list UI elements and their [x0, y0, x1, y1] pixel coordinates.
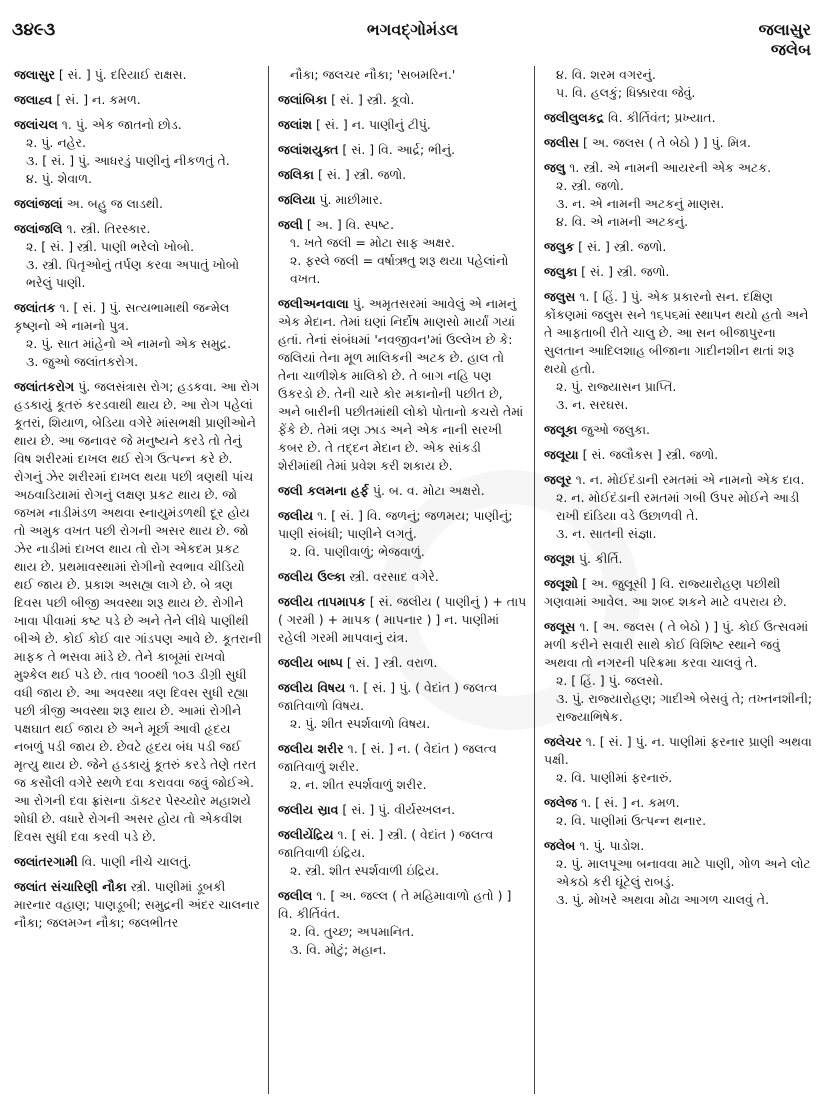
- headword: જલાંતક: [14, 300, 56, 315]
- entry-line: [278, 482, 528, 500]
- dictionary-entry: [544, 66, 814, 102]
- definition-text: [ સં. ] ન. પાણીનું ટીપું.: [315, 117, 431, 132]
- definition-text: ૨. વિ. પાણીમાં ઉત્પન્ન થનાર.: [556, 813, 707, 828]
- entry-line: [14, 378, 262, 846]
- definition-text: ૧. [ સં. ] પું. ( વેદાંત ) જલત્વ જાતિવાળો વિષય.: [278, 680, 498, 713]
- dictionary-entry: [544, 134, 814, 152]
- dictionary-entry: [278, 216, 528, 288]
- dictionary-entry: [278, 141, 528, 159]
- dictionary-entry: [544, 575, 814, 611]
- entry-line: [14, 256, 262, 292]
- definition-text: ૧. [ અ. જલસ ( તે બેઠો ) ] પું. કોઈ ઉત્સવમાં મળી કરીને સવારી સાથે કોઈ વિશિષ્ટ સ્થાને જવું અથવા તો નગરની પરિક્રમા કરવા ચાલવું તે.: [544, 619, 809, 670]
- dictionary-entry: [278, 295, 528, 475]
- entry-line: [278, 715, 528, 733]
- entry-line: [278, 679, 528, 715]
- dictionary-entry: [14, 195, 262, 213]
- definition-text: [ સં. ] સ્ત્રી. જળો.: [317, 167, 407, 182]
- definition-text: ૧. [ અ. જલ્લ ( તે મહિમાવાળો હતો ) ] વિ. કીર્તિવંત.: [278, 888, 512, 921]
- entry-line: [278, 654, 528, 672]
- dictionary-entry: [278, 166, 528, 184]
- entry-line: [14, 195, 262, 213]
- headword: જલાંશયુક્ત: [278, 142, 339, 157]
- page-header: [0, 0, 825, 62]
- entry-line: [278, 252, 528, 288]
- entry-line: [278, 116, 528, 134]
- definition-text: [ સં. ] સ્ત્રી. જળો.: [578, 239, 667, 254]
- definition-text: પું. અમૃતસરમાં આવેલું એ નામનું એક મેદાન. તેમાં ઘણાં નિર્દોષ માણસો માર્યાં ગયાં હતાં. તેનાં સંબંધમાં 'નવજીવન'માં ઉલ્લેખ છે કે: જલિયાં તેના મૂળ માલિકની અટક છે. હાલ તો તેના ચાળીશેક માલિકો છે. તે બાગ નહિ પણ ઉકરડો છે. તેની ચારે કોર મકાનોની પછીત છે, અને બારીની પછીતમાંથી લોકો પોતાનો કચરો તેમાં ફેંકે છે. તેમાં ત્રણ ઝાડ અને એક નાની સરખી કબર છે. તે તદ્દન મેદાન છે. એક સાંકડી શેરીમાંથી તેમાં પ્રવેશ કરી શકાય છે.: [278, 296, 524, 473]
- definition-text: [ અ. જલસ ( તે બેઠો ) ] પું. મિત્ર.: [582, 135, 751, 150]
- column-divider: [534, 66, 535, 1094]
- headword: જલુસ: [544, 289, 576, 304]
- definition-text: ૩. ન. એ નામની અટકનું માણસ.: [556, 196, 725, 211]
- dictionary-entry: [544, 618, 814, 726]
- headword: જલીલુલકદ્ર: [544, 110, 604, 125]
- headword: જલીય સ્રાવ: [278, 802, 339, 817]
- dictionary-entry: [278, 826, 528, 880]
- column-1: [14, 66, 262, 1106]
- dictionary-entry: [14, 378, 262, 846]
- page-title: ભગવદ્ગોમંડલ: [366, 20, 459, 39]
- headword: જલાંતકરોગ: [14, 379, 75, 394]
- entry-line: [544, 195, 814, 213]
- definition-text: પું. કીર્તિ.: [578, 551, 623, 566]
- headword: જલાંબિકા: [278, 92, 328, 107]
- headword: જલૂશો: [544, 576, 579, 591]
- entry-line: [278, 216, 528, 234]
- headword: જલીય: [278, 508, 314, 523]
- dictionary-entry: [14, 299, 262, 371]
- definition-text: ૩. સ્ત્રી. પિતૃઓનું તર્પણ કરવા અપાતું ખોબો ભરેલું પાણી.: [26, 257, 240, 290]
- headword: જલૂસ: [544, 619, 576, 634]
- dictionary-entry: [544, 263, 814, 281]
- headword: જલેબ: [544, 838, 576, 853]
- headword: જલાંચલ: [14, 117, 58, 132]
- definition-text: ૧. પું. પાડોશ.: [579, 838, 645, 853]
- dictionary-entry: [544, 550, 814, 568]
- definition-text: ૧. [ સં. ] ન. કમળ.: [581, 795, 680, 810]
- definition-text: ૧. [ સં. ] ન. ( વેદાંત ) જલત્વ જાતિવાળું શરીર.: [278, 741, 497, 774]
- definition-text: પું. માછીમાર.: [319, 192, 383, 207]
- definition-text: ૧. ખતે જલી = મોટા સાફ અક્ષર.: [290, 235, 455, 250]
- entry-line: [14, 335, 262, 353]
- definition-text: ૨. ન. મોઈદંડાની રમતમાં ગબી ઉપર મોઈને આડી રાખી દાંડિયા વડે ઉછાળવી તે.: [556, 490, 800, 523]
- definition-text: ૩. ન. સરઘસ.: [556, 397, 629, 412]
- entry-line: [544, 446, 814, 464]
- definition-text: ૨. પું. સાત માંહેનો એ નામનો એક સમુદ્ર.: [26, 336, 232, 351]
- definition-text: ૪. વિ. શરમ વગરનું.: [556, 67, 656, 82]
- dictionary-entry: [278, 679, 528, 733]
- entry-line: [544, 396, 814, 414]
- entry-line: [544, 672, 814, 690]
- headword: જલાહ્વ: [14, 92, 53, 107]
- definition-text: [ સં. ] વિ. આર્દ્ર; ભીનું.: [342, 142, 456, 157]
- entry-line: [14, 66, 262, 84]
- definition-text: ૨. પું. રાજ્યાસન પ્રાપ્તિ.: [556, 379, 677, 394]
- headword: જલીયેંદ્રિય: [278, 827, 334, 842]
- dictionary-entry: [14, 878, 262, 932]
- entry-line: [544, 288, 814, 378]
- dictionary-entry: [544, 421, 814, 439]
- entry-line: [278, 141, 528, 159]
- entry-line: [544, 238, 814, 256]
- entry-line: [544, 812, 814, 830]
- definition-text: વિ. પાણી નીચે ચાલતું.: [81, 854, 192, 869]
- headword: જલૂર: [544, 472, 572, 487]
- entry-line: [544, 177, 814, 195]
- entry-line: [14, 152, 262, 170]
- entry-line: [544, 471, 814, 489]
- headword: જલુ: [544, 160, 566, 175]
- entry-line: [544, 769, 814, 787]
- dictionary-entry: [14, 853, 262, 871]
- entry-line: [14, 134, 262, 152]
- definition-text: ૩. પું. મોખરે અથવા મોઢા આગળ ચાલવું તે.: [556, 892, 770, 907]
- headword: જલૂયા: [544, 447, 579, 462]
- dictionary-entry: [544, 446, 814, 464]
- entry-line: [14, 853, 262, 871]
- entry-line: [544, 213, 814, 231]
- entry-line: [14, 220, 262, 238]
- headword: જલીઅનવાલા: [278, 296, 349, 311]
- definition-text: ૩. ન. સાતની સંજ્ઞા.: [556, 526, 657, 541]
- dictionary-entry: [544, 159, 814, 231]
- headword: જલીય બાષ્પ: [278, 655, 343, 670]
- column-3: [544, 66, 814, 1106]
- dictionary-entry: [278, 654, 528, 672]
- definition-text: ૧. [ સં. ] વિ. જળનું; જળમય; પાણીનું; પાણી સંબંધી; પાણીને લગતું.: [278, 508, 513, 541]
- definition-text: સ્ત્રી. પાણીમાં ડૂબકી મારનાર વહાણ; પાણડૂબી; સમુદ્રની અંદર ચાલનાર નૌકા; જલમગ્ન નૌકા; જલભીતર: [14, 879, 260, 930]
- entry-line: [14, 170, 262, 188]
- definition-text: [ સં. ] પું. દરિયાઈ રાક્ષસ.: [58, 67, 187, 82]
- entry-line: [544, 489, 814, 525]
- headword: જલીય વિષય: [278, 680, 346, 695]
- definition-text: પું. બ. વ. મોટા અક્ષરો.: [372, 483, 485, 498]
- entry-line: [544, 84, 814, 102]
- headword: જલાંજલાં: [14, 196, 63, 211]
- dictionary-entry: [278, 191, 528, 209]
- entry-line: [544, 618, 814, 672]
- definition-text: [ સં. જલીય ( પાણીનું ) + તાપ ( ગરમી ) + માપક ( માપનાર ) ] ન. પાણીમાં રહેલી ગરમી માપવાનું યંત્ર.: [278, 594, 527, 645]
- definition-text: [ સં. ] સ્ત્રી. કૂવો.: [331, 92, 415, 107]
- dictionary-entry: [278, 801, 528, 819]
- entry-line: [278, 801, 528, 819]
- definition-text: ૧. સ્ત્રી. એ નામની આયરની એક અટક.: [569, 160, 772, 175]
- entry-line: [544, 690, 814, 726]
- definition-text: ૨. સ્ત્રી. શીત સ્પર્શવાળી ઇંદ્રિય.: [290, 863, 440, 878]
- definition-text: ૧. [ હિં. ] પું. એક પ્રકારનો સન. દક્ષિણ કોંકણમાં જલુસ સને ૧૬૫૬માં સ્થાપન થયો હતો અને તે આફતાબી રીતે ચાલુ છે. આ સન બીજાપુરના સુલતાન આદિલશાહ બીજાના ગાદીનશીન થતાં શરૂ થયો હતો.: [544, 289, 809, 376]
- dictionary-entry: [14, 220, 262, 292]
- definition-text: ૨. ન. શીત સ્પર્શવાળું શરીર.: [290, 777, 427, 792]
- definition-text: સ્ત્રી. વરસાદ વગેરે.: [349, 569, 439, 584]
- headword: જલૂશ: [544, 551, 575, 566]
- definition-text: [ સં. જલૌકસ ] સ્ત્રી. જળો.: [582, 447, 719, 462]
- entry-line: [544, 109, 814, 127]
- entry-line: [278, 740, 528, 776]
- headword: જલીય તાપમાપક: [278, 594, 366, 609]
- entry-line: [544, 550, 814, 568]
- definition-text: ૩. વિ. મોટું; મહાન.: [290, 942, 387, 957]
- definition-text: ૫. વિ. હલકું; ધિક્કારવા જેવું.: [556, 85, 696, 100]
- definition-text: ૨. [ હિં. ] પું. જલસો.: [556, 673, 664, 688]
- entry-line: [278, 887, 528, 923]
- definition-text: ૧. સ્ત્રી. તિરસ્કાર.: [66, 221, 151, 236]
- entry-line: [278, 923, 528, 941]
- definition-text: ૪. વિ. એ નામની અટકનું.: [556, 214, 689, 229]
- entry-line: [544, 575, 814, 611]
- entry-line: [278, 776, 528, 794]
- dictionary-entry: [278, 116, 528, 134]
- dictionary-entry: [278, 593, 528, 647]
- headword: જલૂકા: [544, 422, 578, 437]
- definition-text: જુઓ જલુકા.: [581, 422, 650, 437]
- dictionary-entry: [544, 109, 814, 127]
- definition-text: ૧. [ સં. ] સ્ત્રી. ( વેદાંત ) જલત્વ જાતિવાળી ઇંદ્રિય.: [278, 827, 494, 860]
- dictionary-entry: [544, 471, 814, 543]
- headword: જલીય ઉલ્કા: [278, 569, 346, 584]
- entry-line: [278, 543, 528, 561]
- dictionary-entry: [278, 91, 528, 109]
- definition-text: ૧. [ સં. ] પું. ન. પાણીમાં ફરનાર પ્રાણી અથવા પક્ષી.: [544, 734, 812, 767]
- entry-line: [544, 837, 814, 855]
- definition-text: ૨. [ સં. ] સ્ત્રી. પાણી ભરેલો ખોબો.: [26, 239, 195, 254]
- headword: જલુકા: [544, 264, 578, 279]
- definition-text: ૧. ન. મોઈદંડાની રમતમાં એ નામનો એક દાવ.: [575, 472, 805, 487]
- entry-line: [278, 568, 528, 586]
- entry-line: [14, 299, 262, 335]
- entry-line: [544, 891, 814, 909]
- headword: જલીલ: [278, 888, 313, 903]
- entry-line: [278, 66, 528, 84]
- definition-text: [ અ. જુલૂસી ] વિ. રાજ્યારોહણ પછીથી ગણવામાં આવેલ. આ શબ્દ શકને માટે વપરાય છે.: [544, 576, 787, 609]
- entry-line: [14, 116, 262, 134]
- entry-line: [278, 941, 528, 959]
- definition-text: [ અ. ] વિ. સ્પષ્ટ.: [306, 217, 395, 232]
- dictionary-entry: [544, 238, 814, 256]
- entry-line: [544, 159, 814, 177]
- headword: જલેચર: [544, 734, 582, 749]
- entry-line: [544, 378, 814, 396]
- definition-text: નૌકા; જલચર નૌકા; 'સબમરિન.': [290, 67, 456, 82]
- definition-text: ૨. વિ. તુચ્છ; અપમાનિત.: [290, 924, 415, 939]
- definition-text: ૩. [ સં. ] પું. આધરડું પાણીનું નીકળતું તે.: [26, 153, 230, 168]
- definition-text: [ સં. ] સ્ત્રી. જળો.: [581, 264, 670, 279]
- dictionary-entry: [278, 568, 528, 586]
- entry-line: [278, 593, 528, 647]
- definition-text: [ સં. ] પું. વીર્યસ્ખલન.: [342, 802, 456, 817]
- dictionary-entry: [278, 887, 528, 959]
- entry-line: [278, 234, 528, 252]
- dictionary-entry: [278, 482, 528, 500]
- dictionary-entry: [14, 116, 262, 188]
- headword: જલેજ: [544, 795, 578, 810]
- entry-line: [544, 66, 814, 84]
- entry-line: [278, 507, 528, 543]
- headword: જલી: [278, 217, 303, 232]
- headword: જલીસ: [544, 135, 579, 150]
- dictionary-entry: [544, 794, 814, 830]
- entry-line: [278, 862, 528, 880]
- headword: જલાંત સંચારિણી નૌકા: [14, 879, 127, 894]
- entry-line: [278, 826, 528, 862]
- definition-text: ૩. પું. રાજ્યારોહણ; ગાદીએ બેસવું તે; તખ્તનશીની; રાજ્યાભિષેક.: [556, 691, 813, 724]
- entry-line: [544, 733, 814, 769]
- headword: જલીય શરીર: [278, 741, 344, 756]
- dictionary-entry: [544, 733, 814, 787]
- definition-text: [ સં. ] ન. કમળ.: [56, 92, 141, 107]
- definition-text: ૨. વિ. પાણીવાળું; ભેજવાળું.: [290, 544, 425, 559]
- guide-word-last: જલેબ: [770, 40, 811, 59]
- definition-text: [ સં. ] સ્ત્રી. વરાળ.: [346, 655, 438, 670]
- entry-line: [544, 263, 814, 281]
- headword: જલુક: [544, 239, 575, 254]
- headword: જલાંતરગામી: [14, 854, 78, 869]
- entry-line: [544, 794, 814, 812]
- dictionary-entry: [544, 837, 814, 909]
- definition-text: ૨. પું. શીત સ્પર્શવાળો વિષય.: [290, 716, 431, 731]
- dictionary-entry: [278, 740, 528, 794]
- headword: જલિકા: [278, 167, 314, 182]
- dictionary-entry: [544, 288, 814, 414]
- headword: જલાંશ: [278, 117, 312, 132]
- definition-text: ૨. પું. નહેર.: [26, 135, 86, 150]
- dictionary-entry: [278, 507, 528, 561]
- entry-line: [544, 421, 814, 439]
- definition-text: ૨. ફસ્લે જલી = વર્ષાઋતુ શરૂ થયા પહેલાંનો વખત.: [290, 253, 509, 286]
- entry-line: [14, 238, 262, 256]
- definition-text: અ. બહુ જ લાડથી.: [66, 196, 164, 211]
- headword: જલિયા: [278, 192, 316, 207]
- definition-text: ૨. વિ. પાણીમાં ફરનારું.: [556, 770, 673, 785]
- definition-text: વિ. કીર્તિવંત; પ્રખ્યાત.: [607, 110, 716, 125]
- dictionary-entry: [14, 66, 262, 84]
- definition-text: પું. જલસંત્રાસ રોગ; હડકવા. આ રોગ હડકાયું કૂતરું કરડવાથી થાય છે. આ રોગ પહેલાં કૂતરાં, શિયાળ, બેડિયા વગેરે માંસભક્ષી પ્રાણીઓને થાય છે. આ જનાવર જે મનુષ્યને કરડે તો તેનું વિષ શરીરમાં દાખલ થઈ રોગ ઉત્પન્ન કરે છે. રોગનું ઝેર શરીરમાં દાખલ થયા પછી ત્રણથી પાંચ અઠવાડિયામાં રોગનું લક્ષણ પ્રકટ થાય છે. જો જખમ નાડીમંડળ અથવા સ્નાયુમંડળથી દૂર હોય તો અમુક વખત પછી રોગની અસર થાય છે. જો ઝેર નાડીમાં દાખલ થાય તો રોગ એકદમ પ્રકટ થાય છે. પ્રથમાવસ્થામાં રોગીનો સ્વભાવ ચીડિયો થઈ જાય છે. પ્રકાશ અસહ્ય લાગે છે. બે ત્રણ દિવસ પછી બીજી અવસ્થા શરૂ થાય છે. રોગીને ખાવા પીવામાં કષ્ટ પડે છે અને તેને લીધે પાણીથી બીએ છે. કોઈ કોઈ વાર ગાંડપણ આવે છે. કૂતરાની માફક તે ભસવા માંડે છે. તેને કાબૂમાં રાખવો મુશ્કેલ થઈ પડે છે. તાવ ૧૦૦થી ૧૦૩ ડીગ્રી સુધી વધી જાય છે. આ અવસ્થા ત્રણ દિવસ સુધી રહ્યા પછી ત્રીજી અવસ્થા શરૂ થાય છે. આમાં રોગીને પક્ષઘાત થઈ જાય છે અને મૂર્છા આવી હૃદય નબળું પડી જાય છે. છેવટે હૃદય બંધ પડી જઈ મૃત્યુ થાય છે. જેને હડકાયું કૂતરું કરડે તેણે તરત જ કસૌલી વગેરે સ્થળે દવા કરાવવા જવું જોઈએ. આ રોગની દવા ફ્રાંસના ડૉક્ટર પેસ્ચ્યોર મહાશયે શોધી છે. વધારે રોગની અસર હોય તો એકવીશ દિવસ સુધી દવા કરવી પડે છે.: [14, 379, 262, 844]
- entry-line: [278, 295, 528, 475]
- column-divider: [268, 66, 269, 1094]
- entry-line: [14, 91, 262, 109]
- entry-line: [14, 878, 262, 932]
- entry-line: [14, 353, 262, 371]
- headword: જલાસુર: [14, 67, 55, 82]
- entry-line: [278, 191, 528, 209]
- entry-line: [544, 855, 814, 891]
- dictionary-entry: [14, 91, 262, 109]
- entry-line: [278, 166, 528, 184]
- headword: જલાંજલિ: [14, 221, 63, 236]
- definition-text: ૧. [ સં. ] પું. સત્યભામાથી જન્મેલ કૃષ્ણનો એ નામનો પુત્ર.: [14, 300, 230, 333]
- guide-word-first: જલાસુર: [758, 20, 811, 39]
- definition-text: ૨. સ્ત્રી. જળો.: [556, 178, 624, 193]
- entry-line: [544, 525, 814, 543]
- column-2: [278, 66, 528, 1106]
- dictionary-entry: [278, 66, 528, 84]
- definition-text: ૩. જુઓ જલાંતકરોગ.: [26, 354, 139, 369]
- definition-text: ૨. પું. માલપૂઆ બનાવવા માટે પાણી, ગોળ અને લોટ એકઠો કરી ઘૂંટેલું રાબડું.: [556, 856, 811, 889]
- page-number: ૩૪૯૩: [12, 20, 56, 40]
- entry-line: [544, 134, 814, 152]
- definition-text: ૧. પું. એક જાતનો છોડ.: [61, 117, 182, 132]
- headword: જલી કલમના હર્ફ: [278, 483, 369, 498]
- entry-line: [278, 91, 528, 109]
- definition-text: ૪. પું. શેવાળ.: [26, 171, 92, 186]
